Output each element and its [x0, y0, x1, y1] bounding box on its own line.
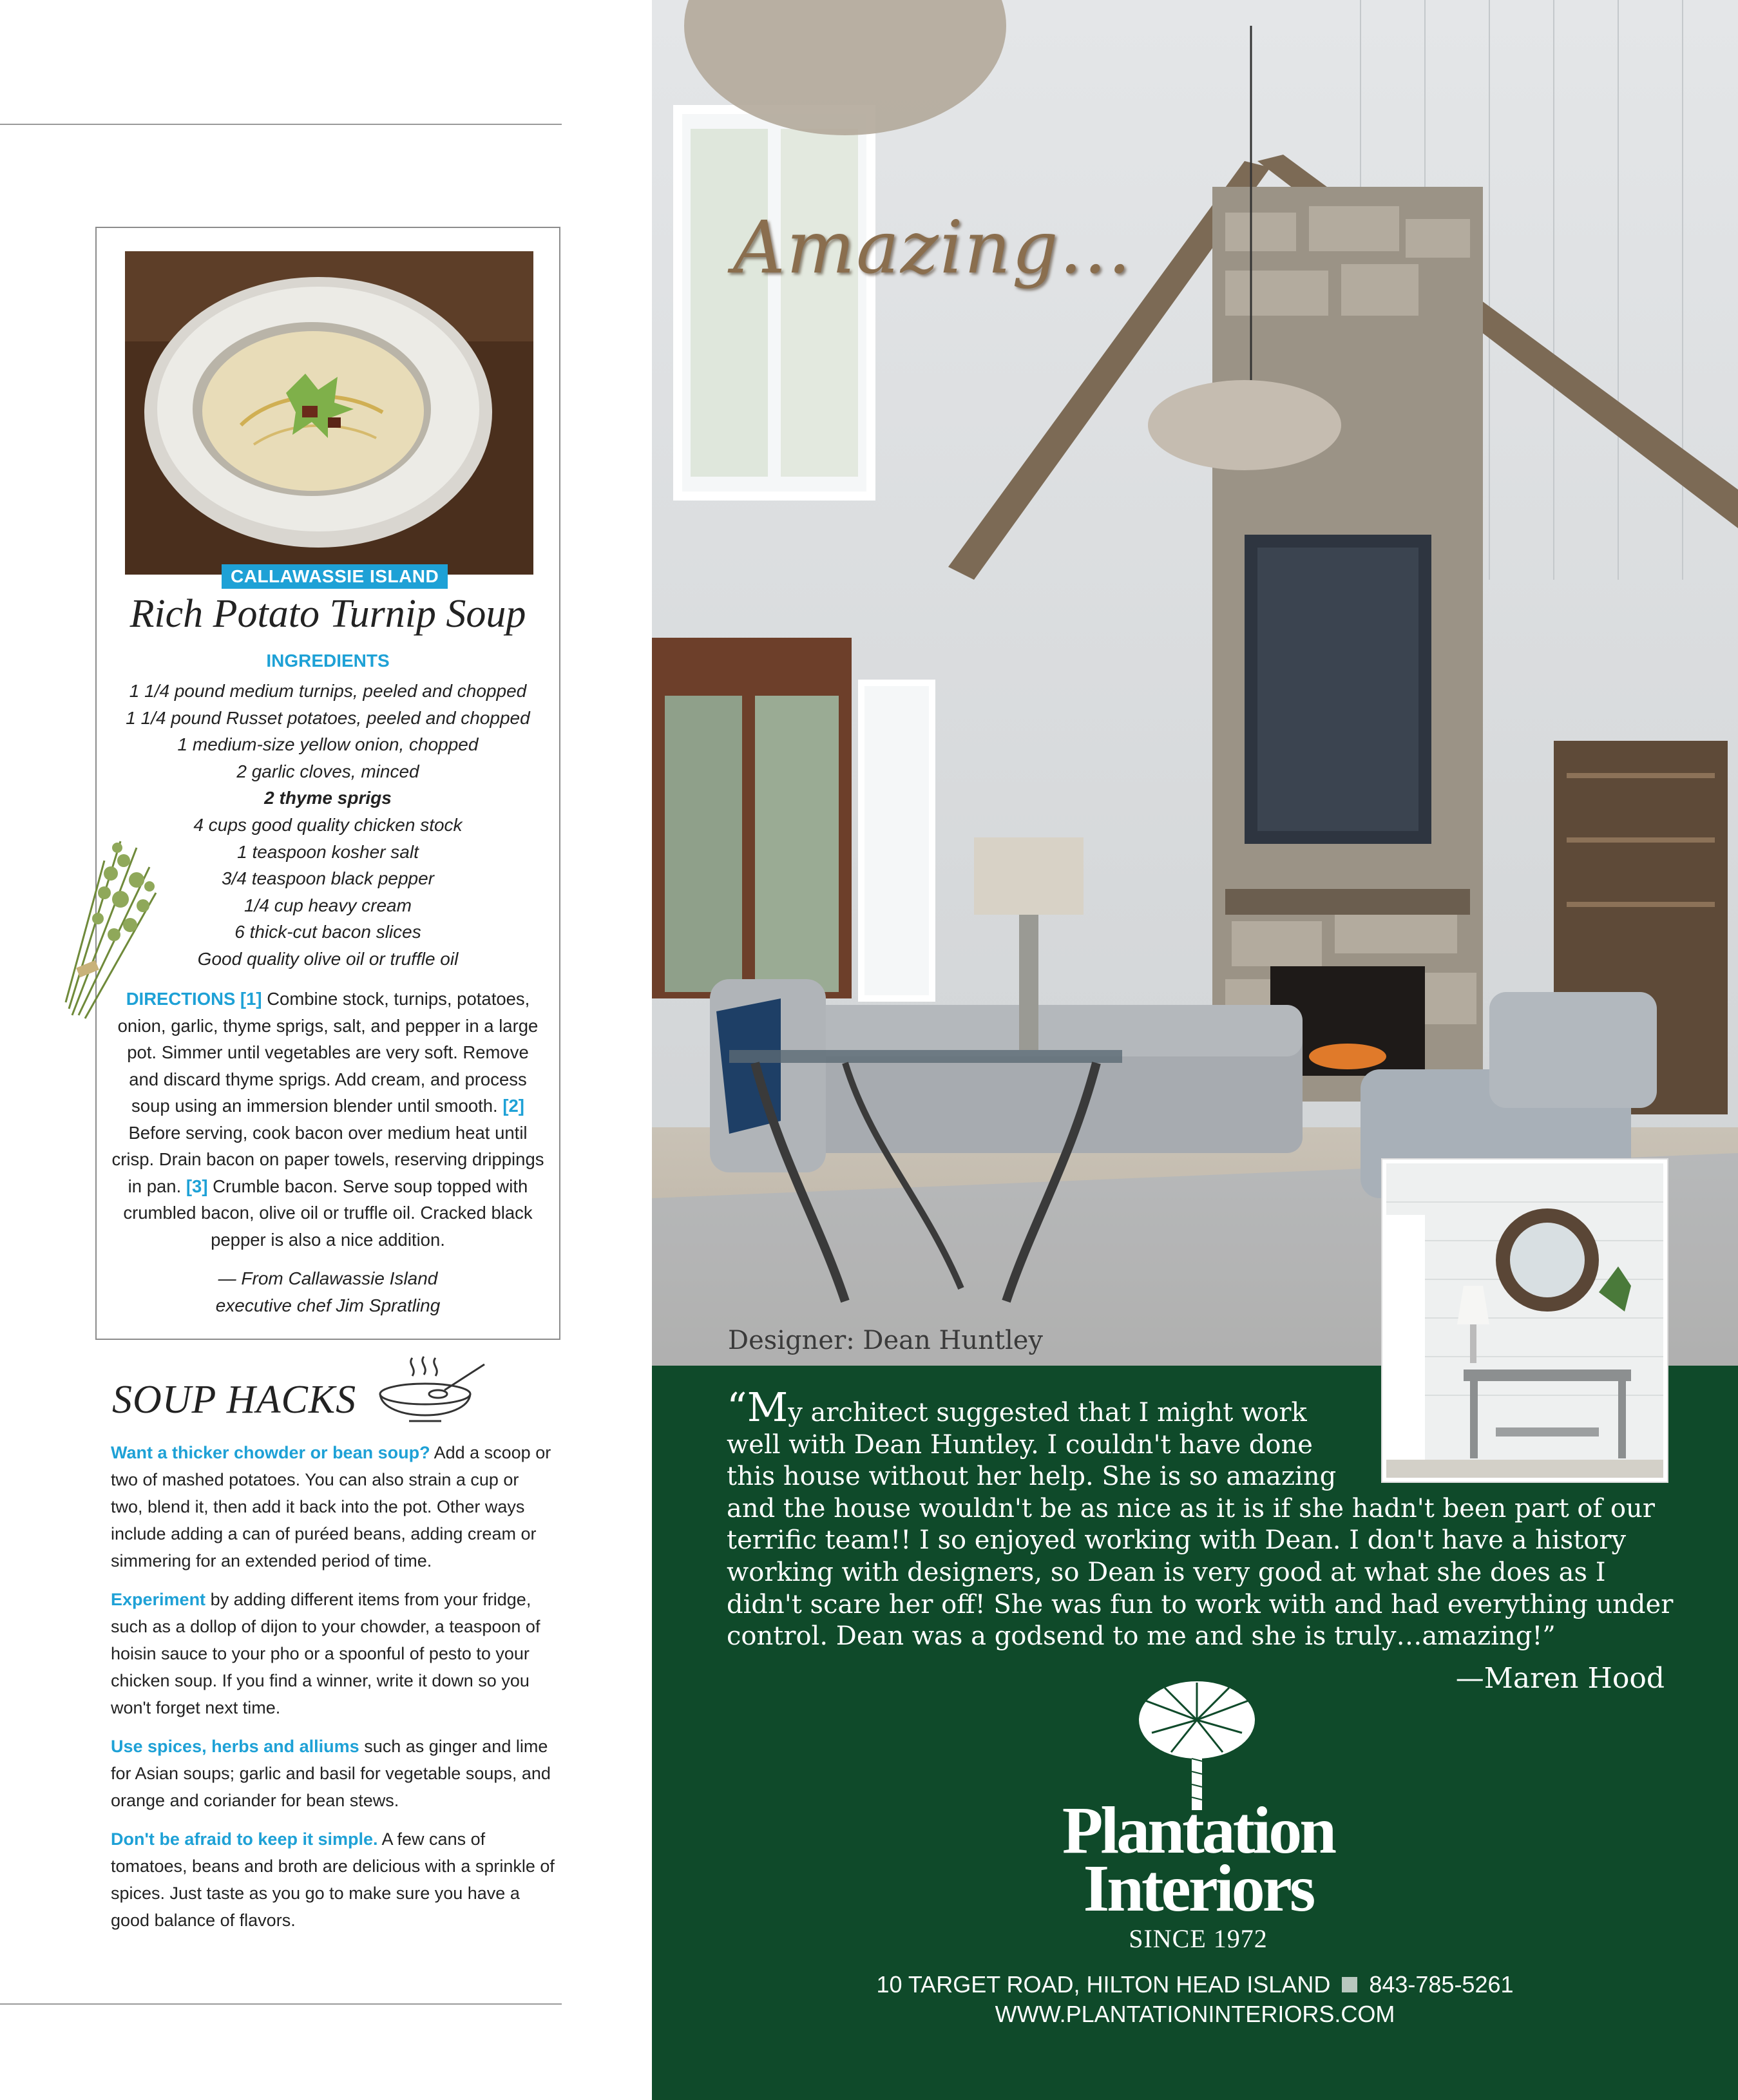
quote-line: working with designers, so Dean is very good at what she does as I	[727, 1557, 1606, 1587]
credit-line: — From Callawassie Island	[218, 1268, 438, 1288]
ingredient-item: 1/4 cup heavy cream	[244, 895, 412, 915]
ingredient-item: 1 1/4 pound Russet potatoes, peeled and chopped	[126, 707, 530, 728]
soup-hack-tip	[111, 1586, 555, 1721]
top-divider	[0, 124, 562, 125]
step-number: [3]	[186, 1176, 208, 1196]
step-text: Crumble bacon. Serve soup topped with crumbled bacon, olive oil or truffle oil. Cracked black pepper is also a nice addition.	[123, 1176, 533, 1250]
recipe-credit	[95, 1265, 560, 1319]
testimonial-quote	[727, 1384, 1674, 1653]
directions-text	[111, 986, 545, 1253]
directions-label: DIRECTIONS	[126, 989, 236, 1009]
ingredient-item: 4 cups good quality chicken stock	[193, 814, 463, 835]
recipe-title: Rich Potato Turnip Soup	[129, 592, 526, 636]
step-number: [1]	[240, 989, 262, 1009]
ingredient-item: Good quality olive oil or truffle oil	[197, 948, 459, 969]
ingredient-item: 1 medium-size yellow onion, chopped	[177, 734, 479, 755]
soup-hack-tip	[111, 1733, 555, 1814]
soup-bowl-icon	[374, 1351, 490, 1434]
quote-author: —Maren Hood	[1455, 1662, 1665, 1695]
quote-line: this house without her help. She is so amazing	[727, 1462, 1337, 1492]
location-tag: CALLAWASSIE ISLAND	[222, 564, 448, 589]
brand-name-line1: Plantation	[1062, 1793, 1335, 1867]
ingredients-heading: INGREDIENTS	[266, 651, 390, 671]
ad-contact-line	[652, 1971, 1738, 1998]
quote-line: control. Dean was a godsend to me and she is truly…amazing!”	[727, 1621, 1556, 1652]
tip-text: Add a scoop or two of mashed potatoes. You can also strain a cup or two, blend it, then add it back into the pot. Other ways include adding a can of puréed beans, adding cream or simmering for an extended period of time.	[111, 1443, 551, 1570]
tip-lead: Experiment	[111, 1590, 206, 1609]
ingredient-item: 6 thick-cut bacon slices	[234, 922, 421, 942]
credit-line: executive chef Jim Spratling	[215, 1295, 441, 1315]
brand-since: SINCE 1972	[1129, 1924, 1268, 1953]
ad-address: 10 TARGET ROAD, HILTON HEAD ISLAND	[876, 1971, 1331, 1998]
soup-photo	[125, 251, 533, 575]
ingredient-item: 2 thyme sprigs	[264, 788, 392, 808]
quote-line: and the house wouldn't be as nice as it is if she hadn't been part of our	[727, 1493, 1655, 1523]
ingredient-item: 1 1/4 pound medium turnips, peeled and chopped	[129, 681, 527, 701]
ad-website-link[interactable]: WWW.PLANTATIONINTERIORS.COM	[995, 2001, 1395, 2027]
step-text: Before serving, cook bacon over medium heat until crisp. Drain bacon on paper towels, reserving drippings in pan.	[111, 1122, 544, 1196]
ingredient-item: 2 garlic cloves, minced	[236, 761, 419, 781]
tip-lead: Don't be afraid to keep it simple.	[111, 1829, 378, 1849]
tip-text: A few cans of tomatoes, beans and broth are delicious with a sprinkle of spices. Just taste as you go to make sure you have a good balance of flavors.	[111, 1829, 555, 1930]
soup-hacks-title: SOUP HACKS	[112, 1378, 357, 1422]
ad-headline: Amazing...	[733, 206, 1132, 290]
step-number: [2]	[502, 1096, 524, 1116]
separator-square-icon	[1342, 1977, 1357, 1992]
brand-name-line2: Interiors	[1083, 1851, 1313, 1925]
soup-hack-tip	[111, 1439, 555, 1574]
soup-hack-tip	[111, 1826, 555, 1934]
quote-line: terrific team!! I so enjoyed working with Dean. I don't have a history	[727, 1525, 1627, 1556]
bottom-divider	[0, 2003, 562, 2005]
quote-line: well with Dean Huntley. I couldn't have done	[727, 1429, 1313, 1460]
tip-text: by adding different items from your fridge, such as a dollop of dijon to your chowder, a teaspoon of hoisin sauce to your pho or a spoonful of pesto to your chicken soup. If you find a winner, write it down so you won't forget next time.	[111, 1590, 540, 1717]
quote-line: y architect suggested that I might work	[788, 1398, 1307, 1427]
designer-credit: Designer: Dean Huntley	[728, 1326, 1044, 1355]
tip-text: such as ginger and lime for Asian soups; garlic and basil for vegetable soups, and orange and coriander for bean stews.	[111, 1737, 551, 1810]
ad-phone[interactable]: 843-785-5261	[1369, 1971, 1514, 1998]
ingredient-item: 1 teaspoon kosher salt	[237, 841, 419, 862]
tip-lead: Want a thicker chowder or bean soup?	[111, 1443, 430, 1462]
quote-line: didn't scare her off! She was fun to work with and had everything under	[727, 1589, 1674, 1619]
step-text: Combine stock, turnips, potatoes, onion, garlic, thyme sprigs, salt, and pepper in a large pot. Simmer until vegetables are very soft. Remove and discard thyme sprigs. Add cream, and process soup using an immersion blender until smooth.	[117, 989, 539, 1116]
ingredient-item: 3/4 teaspoon black pepper	[221, 868, 435, 889]
quote-initial: “M	[727, 1384, 788, 1431]
tip-lead: Use spices, herbs and alliums	[111, 1737, 359, 1756]
